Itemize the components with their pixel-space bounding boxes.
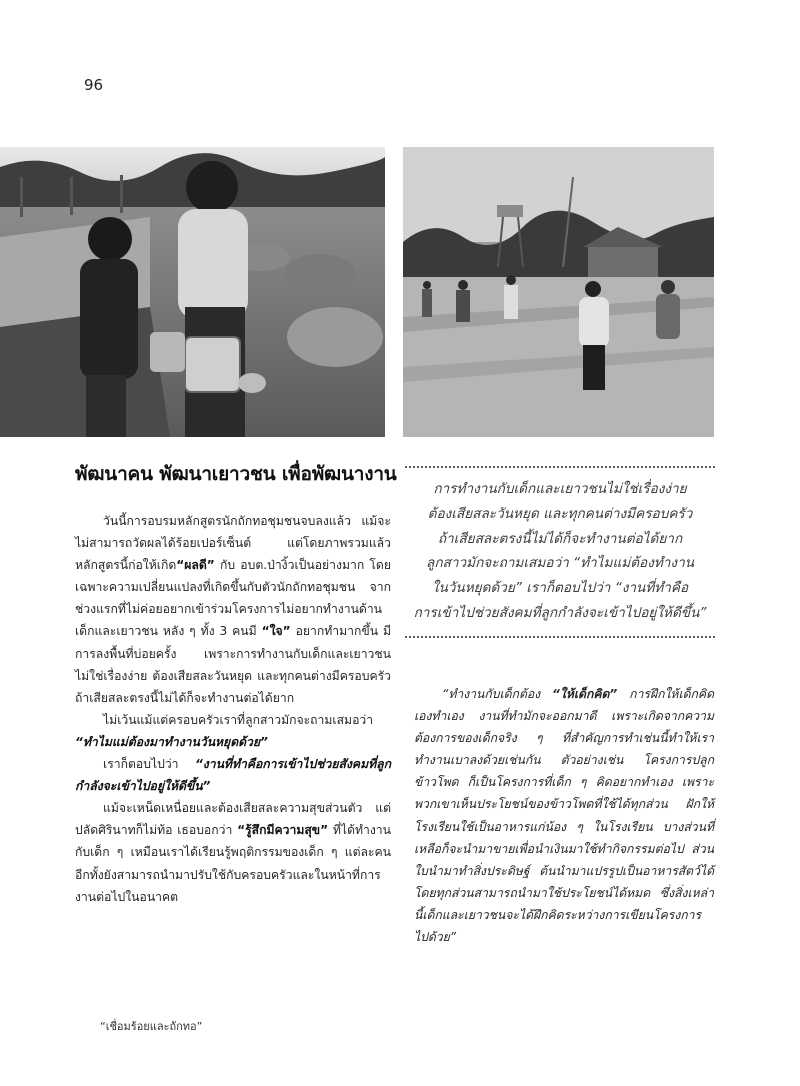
paragraph: วันนี้การอบรมหลักสูตรนักถักทอชุมชนจบลงแล้ว แม้จะไม่สามารถวัดผลได้ร้อยเปอร์เซ็นต์ แต่โดยภาพรวมแล้วหลักสูตรนี้ก่อให้เกิด“ผลดี” กับ อบต.ป่างิ้วเป็นอย่างมาก โดยเฉพาะความเปลี่ยนแปลงที่เกิดขึ้นกับตัวนักถักทอชุมชน จากช่วงแรกที่ไม่ค่อยอยากเข้าร่วมโครงการไม่อยากทำงานด้านเด็กและเยาวชน หลัง ๆ ทั้ง 3 คนมี “ใจ” อยากทำมากขึ้น มีการลงพื้นที่บ่อยครั้ง เพราะการทำงานกับเด็กและเยาวชนไม่ใช่เรื่องง่าย ต้องเสียสละวันหยุด และทุกคนต่างมีครอบครัว ถ้าเสียสละตรงนี้ไม่ได้ก็จะทำงานต่อได้ยาก [75, 514, 391, 705]
photo-image [403, 147, 714, 437]
article-heading: พัฒนาคน พัฒนาเยาวชน เพื่อพัฒนางาน [75, 463, 397, 485]
paragraph: “ทำงานกับเด็กต้อง “ให้เด็กคิด” การฝึกให้เด็กคิดเองทำเอง งานที่ทำมักจะออกมาดี เพราะเกิดจากความต้องการของเด็กจริง ๆ ที่สำคัญการทำเช่นนี้ทำให้เราทำงานเบาลงด้วยเช่นกัน ตัวอย่างเช่น โครงการปลูกข้าวโพด ก็เป็นโครงการที่เด็ก ๆ คิดอยากทำเอง เพราะพวกเขาเห็นประโยชน์ของข้าวโพดที่ใช้ได้ทุกส่วน ฝักให้โรงเรียนใช้เป็นอาหารแก่น้อง ๆ ในโรงเรียน บางส่วนที่เหลือก็จะนำมาขายเพื่อนำเงินมาใช้ทำกิจกรรมต่อไป ส่วนใบนำมาทำสิ่งประดิษฐ์ ต้นนำมาแปรรูปเป็นอาหารสัตว์ได้ โดยทุกส่วนสามารถนำมาใช้ประโยชน์ได้หมด ซึ่งสิ่งเหล่านี้เด็กและเยาวชนจะได้ฝึกคิดระหว่างการเขียนโครงการไปด้วย” [414, 687, 714, 945]
paragraph: เราก็ตอบไปว่า “งานที่ทำคือการเข้าไปช่วยสังคมที่ลูกกำลังจะเข้าไปอยู่ให้ดีขึ้น” [75, 757, 391, 794]
page-number: 96 [84, 76, 104, 94]
pull-quote-line: ถ้าเสียสละตรงนี้ไม่ได้ก็จะทำงานต่อได้ยาก [437, 530, 683, 547]
pull-quote-line: ต้องเสียสละวันหยุด และทุกคนต่างมีครอบครัว [427, 505, 693, 522]
photo-image [0, 147, 385, 437]
photo-watering-plants [0, 147, 385, 437]
paragraph: ไม่เว้นแม้แต่ครอบครัวเราที่ลูกสาวมักจะถามเสมอว่า “ทำไมแม่ต้องมาทำงานวันหยุดด้วย” [75, 712, 374, 749]
pull-quote-divider-bottom [405, 636, 715, 638]
photo-field-work [403, 147, 714, 437]
footer-note: “เชื่อมร้อยและถักทอ” [100, 1020, 203, 1033]
quote-body [414, 683, 714, 948]
pull-quote-divider-top [405, 466, 715, 468]
pull-quote [405, 477, 715, 626]
pull-quote-line: การเข้าไปช่วยสังคมที่ลูกกำลังจะเข้าไปอยู่ให้ดีขึ้น” [413, 604, 707, 621]
pull-quote-line: ในวันหยุดด้วย” เราก็ตอบไปว่า “งานที่ทำคือ [431, 580, 689, 597]
paragraph: แม้จะเหน็ดเหนื่อยและต้องเสียสละความสุขส่วนตัว แต่ปลัดศิรินาทก็ไม่ท้อ เธอบอกว่า “รู้สึกมีความสุข” ที่ได้ทำงานกับเด็ก ๆ เหมือนเราได้เรียนรู้พฤติกรรมของเด็ก ๆ แต่ละคน อีกทั้งยังสามารถนำมาปรับใช้กับครอบครัวและในหน้าที่การงานต่อไปในอนาคต [75, 801, 391, 904]
pull-quote-line: ลูกสาวมักจะถามเสมอว่า “ทำไมแม่ต้องทำงาน [425, 555, 694, 572]
article-body [75, 510, 391, 908]
pull-quote-line: การทำงานกับเด็กและเยาวชนไม่ใช่เรื่องง่าย [433, 481, 687, 497]
